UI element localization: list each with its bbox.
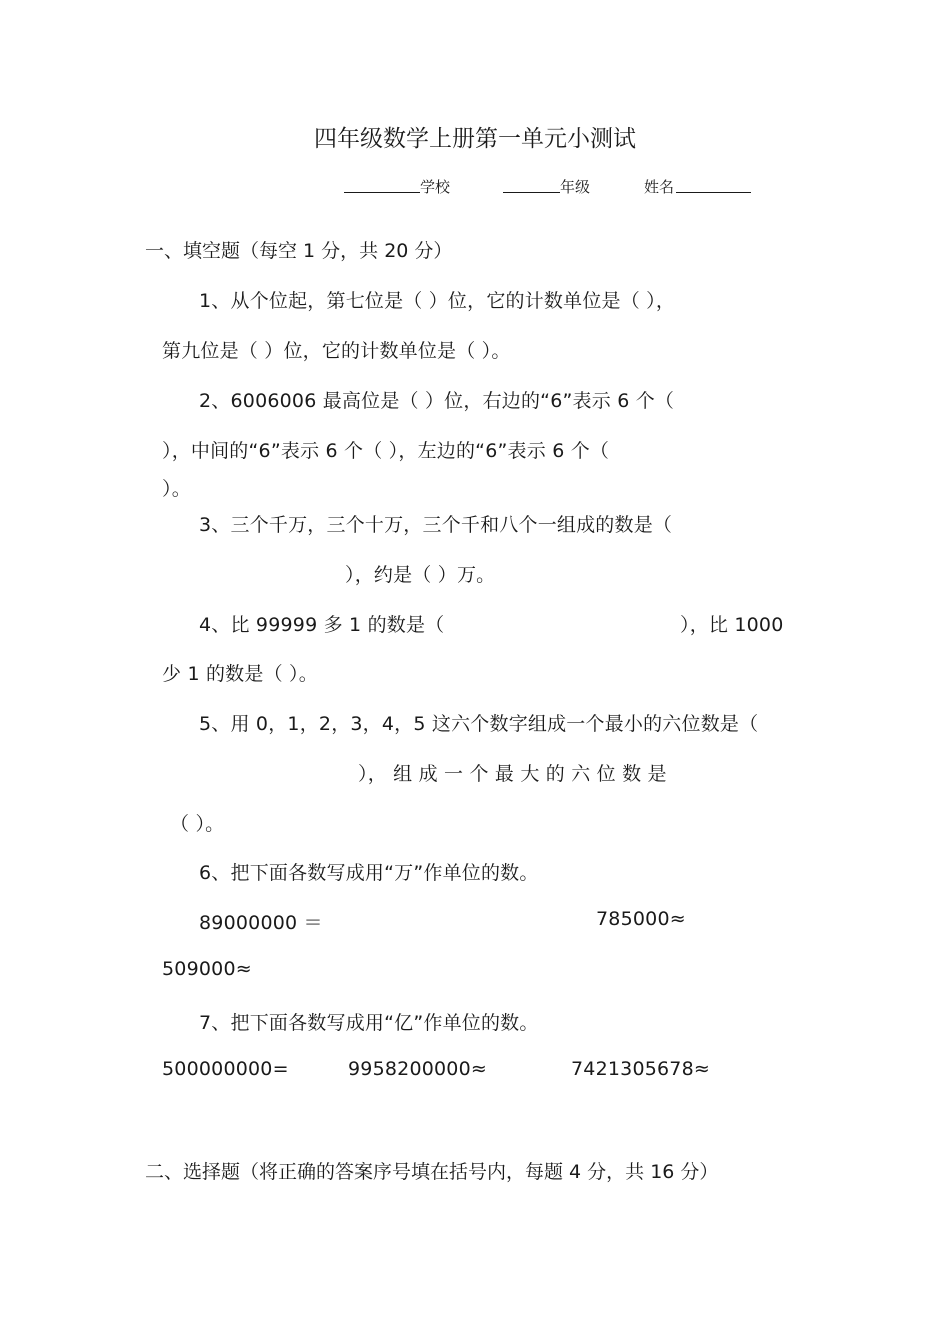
q1-line-2: 第九位是（ ）位，它的计数单位是（ ）。 xyxy=(162,340,511,362)
q5-line-1: 5、用 0，1，2，3，4，5 这六个数字组成一个最小的六位数是（ xyxy=(199,713,759,735)
page-title: 四年级数学上册第一单元小测试 xyxy=(314,126,636,152)
q6-item-1: 89000000 ＝ xyxy=(199,912,323,934)
q5-line-3: （ ）。 xyxy=(170,813,225,835)
q7-item-1: 500000000= xyxy=(162,1058,289,1080)
q1-line-1: 1、从个位起，第七位是（ ）位，它的计数单位是（ ）， xyxy=(199,290,676,312)
section-1-heading: 一、填空题（每空 1 分，共 20 分） xyxy=(145,240,453,262)
q7-item-2: 9958200000≈ xyxy=(348,1058,488,1080)
q6-item-3: 509000≈ xyxy=(162,958,252,980)
q2-line-1: 2、6006006 最高位是（ ）位，右边的“6”表示 6 个（ xyxy=(199,390,675,412)
q7-item-3: 7421305678≈ xyxy=(571,1058,711,1080)
name-label: 姓名 xyxy=(644,178,675,196)
school-blank[interactable] xyxy=(344,178,420,193)
section-2-heading: 二、选择题（将正确的答案序号填在括号内，每题 4 分，共 16 分） xyxy=(145,1161,719,1183)
q3-line-2: ），约是（ ）万。 xyxy=(345,564,496,586)
q6-heading: 6、把下面各数写成用“万”作单位的数。 xyxy=(199,862,539,884)
school-label: 学校 xyxy=(420,178,451,196)
q7-heading: 7、把下面各数写成用“亿”作单位的数。 xyxy=(199,1012,539,1034)
q4-line-2: 少 1 的数是（ ）。 xyxy=(162,663,318,685)
q4-line-1b: ），比 1000 xyxy=(680,614,784,636)
grade-label: 年级 xyxy=(560,178,591,196)
q2-line-2: ），中间的“6”表示 6 个（ ），左边的“6”表示 6 个（ xyxy=(162,440,610,462)
q3-line-1: 3、三个千万，三个十万，三个千和八个一组成的数是（ xyxy=(199,514,673,536)
name-blank[interactable] xyxy=(676,178,751,193)
grade-blank[interactable] xyxy=(503,178,560,193)
q6-item-2: 785000≈ xyxy=(596,908,686,930)
q4-line-1a: 4、比 99999 多 1 的数是（ xyxy=(199,614,445,636)
q2-line-3: ）。 xyxy=(162,478,191,500)
q5-line-2: ）， 组 成 一 个 最 大 的 六 位 数 是 xyxy=(358,763,667,785)
